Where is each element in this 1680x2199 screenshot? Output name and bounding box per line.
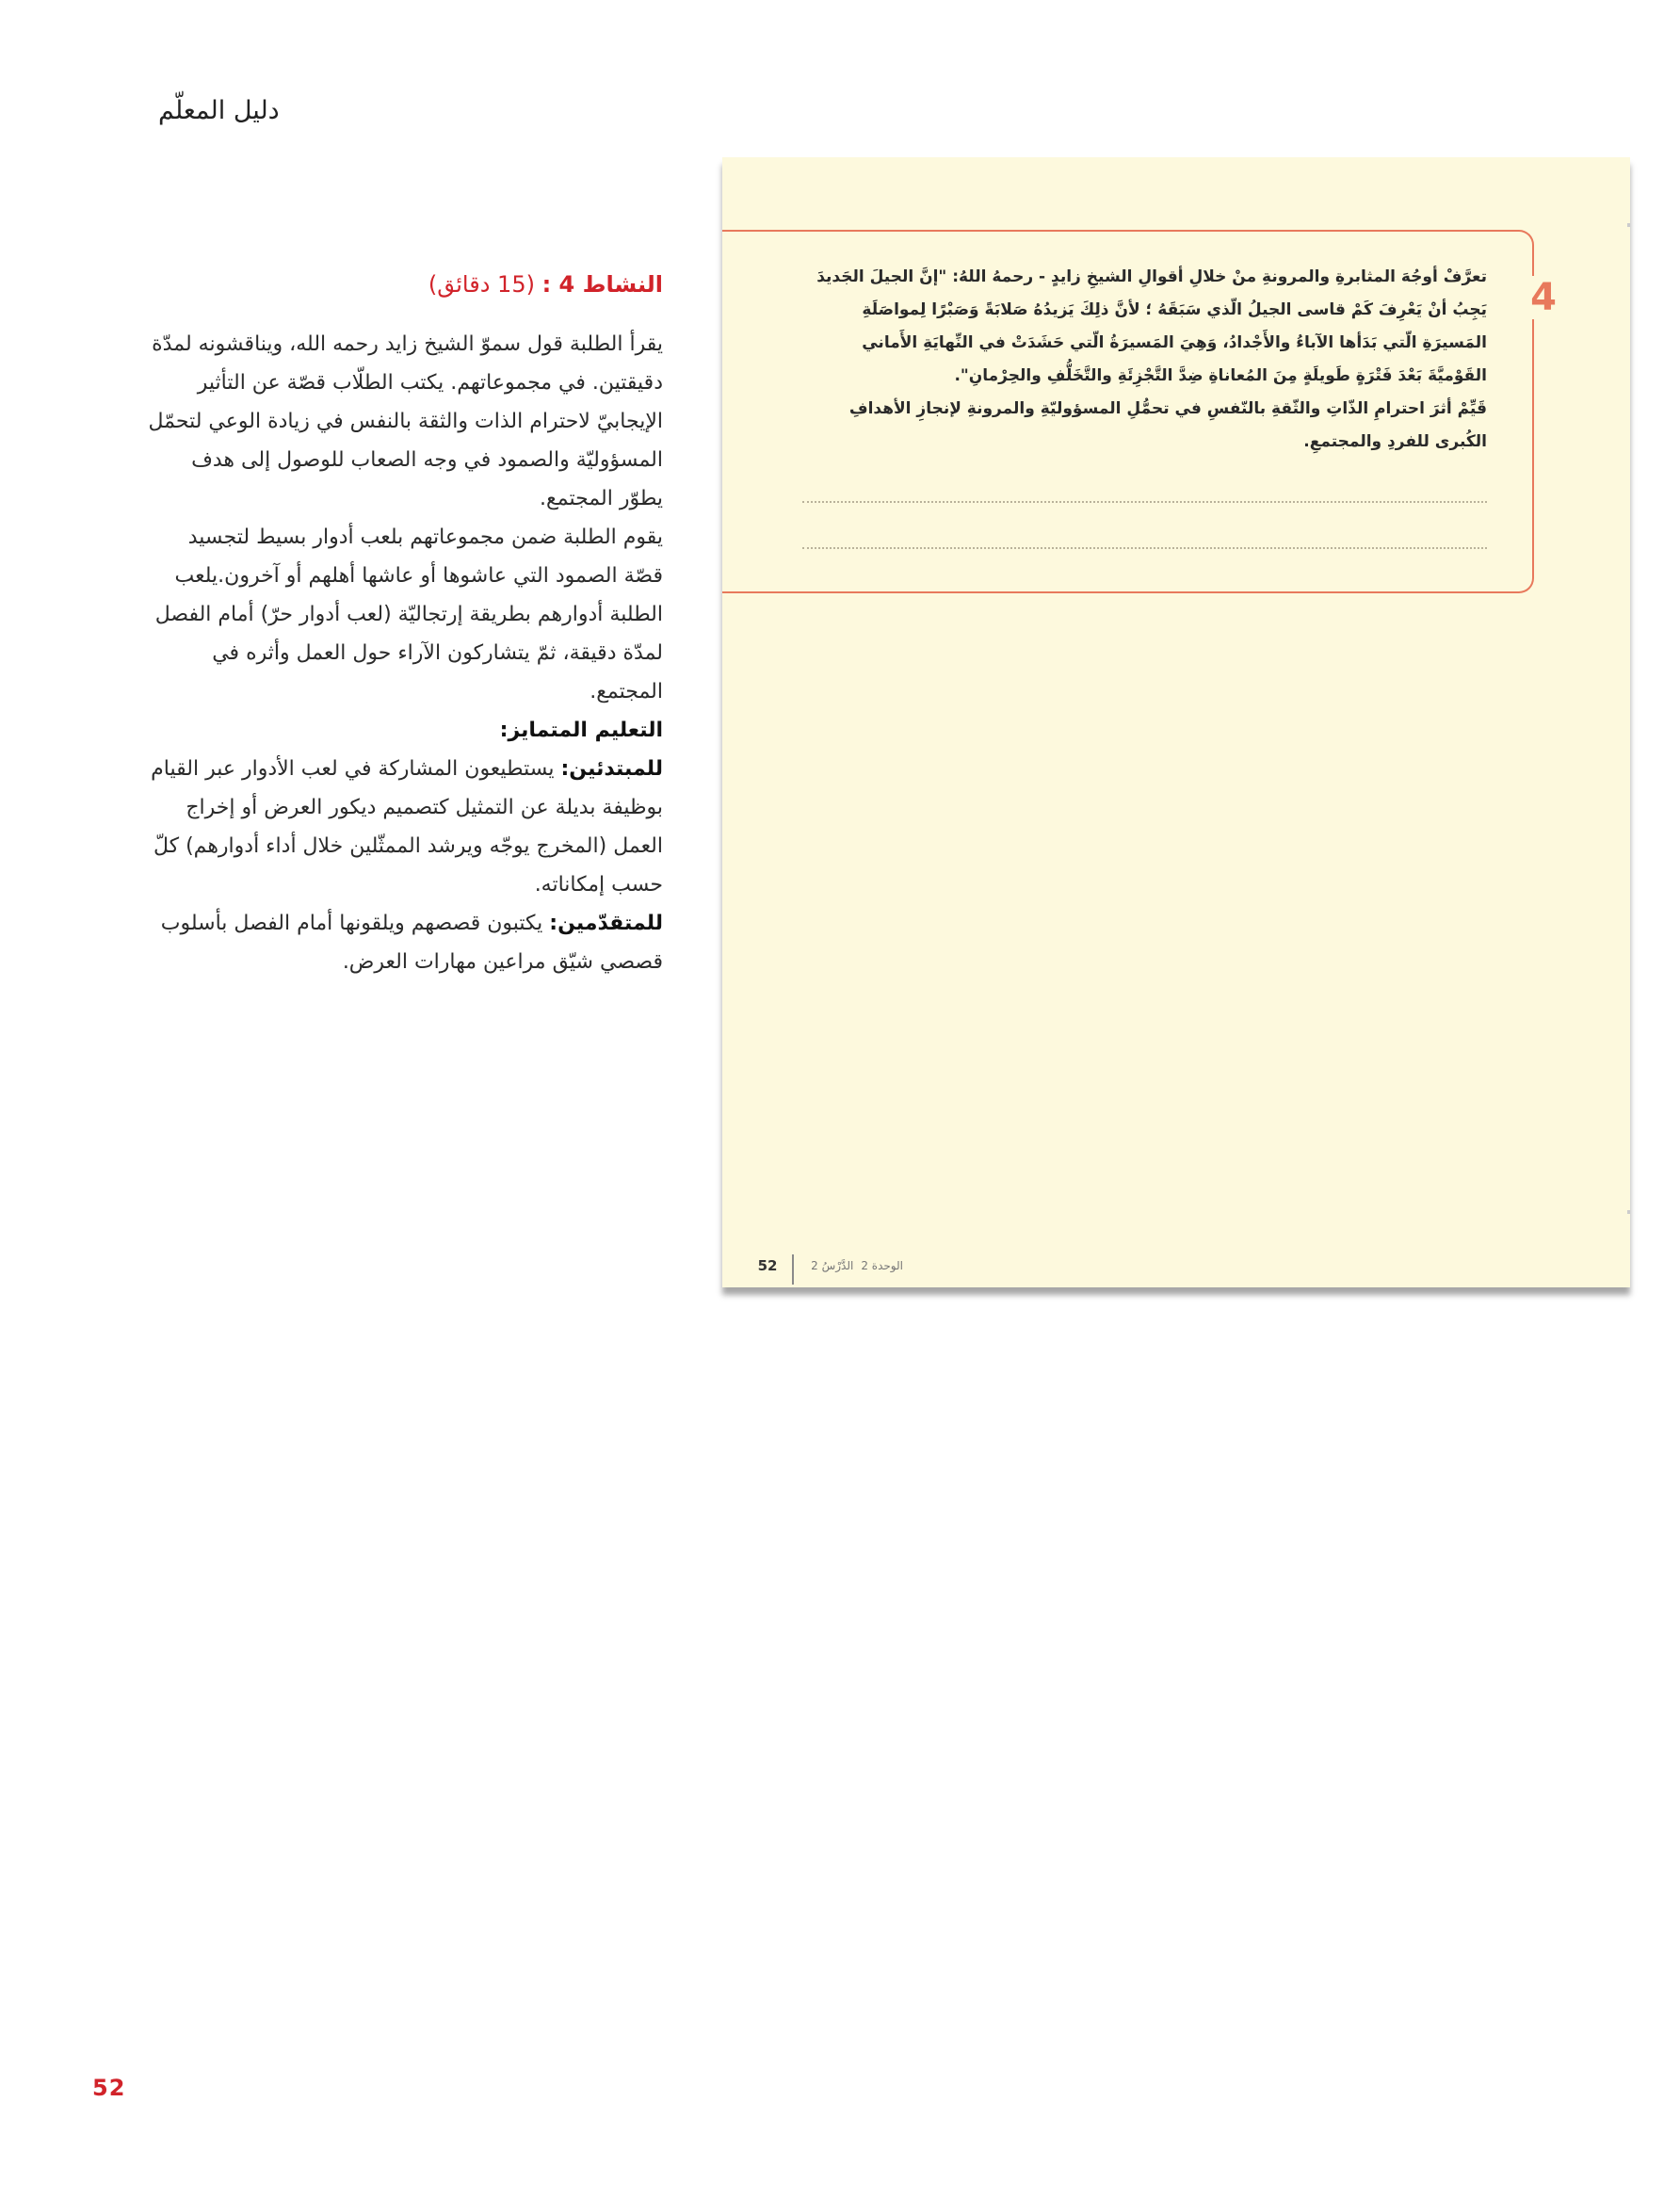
task-prompt-2: قَيِّمْ أثرَ احترامِ الذّاتِ والثّقةِ بالنّفسِ في تحمُّلِ المسؤوليّةِ والمرونةِ لإنجازِ الأهدافِ الكُبرى للفردِ والمجتمعِ. [848, 399, 1487, 451]
beginners-paragraph [143, 750, 663, 904]
task-number: 4 [1525, 276, 1562, 319]
footer-unit-lesson [800, 1259, 903, 1272]
page-number: 52 [92, 2075, 126, 2101]
page-header-title: دليل المعلّم [158, 96, 280, 125]
page-edge-mark [1627, 1210, 1630, 1214]
answer-line[interactable] [802, 501, 1487, 503]
teacher-guide-column [143, 266, 663, 981]
footer-separator [792, 1254, 794, 1285]
answer-line[interactable] [802, 547, 1487, 549]
footer-unit: الوحدة 2 [861, 1259, 903, 1272]
activity-paragraph-1: يقرأ الطلبة قول سموّ الشيخ زايد رحمه الله، ويناقشونه لمدّة دقيقتين. في مجموعاتهم. يكتب الطلّاب قصّة عن التأثير الإيجابيّ لاحترام الذات والثقة بالنفس في زيادة الوعي لتحمّل المسؤوليّة والصمود في وجه الصعاب للوصول إلى هدف يطوّر المجتمع. [148, 332, 663, 510]
activity-duration: (15 دقائق) [428, 271, 542, 298]
page-edge-mark [1627, 223, 1630, 227]
task-text [798, 261, 1487, 459]
advanced-paragraph [143, 904, 663, 981]
footer-page-number: 52 [757, 1257, 778, 1274]
activity-heading [143, 266, 663, 304]
beginners-label: للمبتدئين: [560, 757, 663, 781]
task-prompt-1: تعرَّفْ أوجُهَ المثابرةِ والمرونةِ منْ خلالِ أقوالِ الشيخِ زايدٍ - رحمهُ اللهُ: "إنَّ الجيلَ الجَديدَ يَجِبُ أنْ يَعْرِفَ كَمْ قاسى الجيلُ الّذي سَبَقَهُ ؛ لأنَّ ذلِكَ يَزيدُهُ صَلابَةً وَصَبْرًا لِمواصَلَةِ المَسيرَةِ الّتي بَدَأها الآباءُ والأَجْدادُ، وَهِيَ المَسيرَةُ الّتي حَشَدَتْ في النِّهايَةِ الأَماني القَوْميَّةَ بَعْدَ فَتْرَةٍ طَويلَةٍ مِنَ المُعاناةِ ضِدَّ التَّجْزِئَةِ والتَّخَلُّفِ والحِرْمانِ". [816, 267, 1487, 385]
student-book-page [722, 157, 1630, 1287]
advanced-text: يكتبون قصصهم ويلقونها أمام الفصل بأسلوب قصصي شيّق مراعين مهارات العرض. [160, 912, 663, 974]
beginners-text: يستطيعون المشاركة في لعب الأدوار عبر القيام بوظيفة بديلة عن التمثيل كتصميم ديكور العرض أو إخراج العمل (المخرج يوجّه ويرشد الممثّلين خلال أداء أدوارهم) كلّ حسب إمكاناته. [151, 757, 663, 897]
footer-lesson: الدَّرْسُ 2 [811, 1259, 854, 1272]
differentiated-learning-title: التعليم المتمايز: [499, 719, 663, 742]
advanced-label: للمتقدّمين: [549, 912, 663, 935]
activity-label: النشاط 4 : [541, 271, 663, 298]
activity-paragraph-2: يقوم الطلبة ضمن مجموعاتهم بلعب أدوار بسيط لتجسيد قصّة الصمود التي عاشوها أو عاشها أهلهم أو آخرون.يلعب الطلبة أدوارهم بطريقة إرتجاليّة (لعب أدوار حرّ) أمام الفصل لمدّة دقيقة، ثمّ يتشاركون الآراء حول العمل وأثره في المجتمع. [154, 525, 663, 703]
